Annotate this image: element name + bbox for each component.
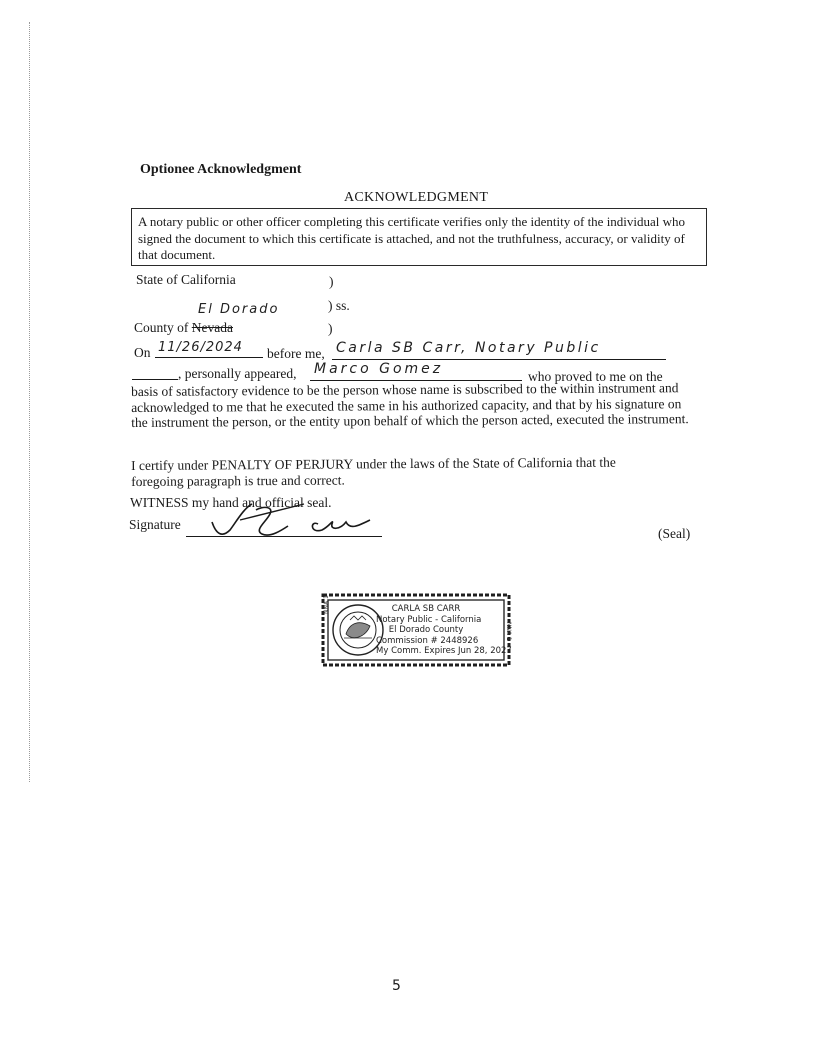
on-label: On bbox=[134, 345, 151, 360]
date-blank bbox=[155, 357, 263, 358]
stamp-county: El Dorado County bbox=[388, 625, 464, 635]
signature-label: Signature bbox=[129, 517, 181, 532]
stamp-side-text-right: NNA 1 bbox=[505, 622, 512, 641]
stamp-side-text-left: NNA 1 bbox=[323, 595, 330, 614]
handwritten-signature bbox=[200, 500, 380, 544]
appeared-blank bbox=[132, 379, 178, 380]
stamp-expires: My Comm. Expires Jun 28, 2027 bbox=[376, 646, 512, 656]
signer-handwritten: Marco Gomez bbox=[314, 361, 444, 377]
stamp-commission: Commission # 2448926 bbox=[376, 635, 479, 646]
notary-blank bbox=[332, 359, 666, 360]
perjury-paragraph: I certify under PENALTY OF PERJURY under the laws of the State of California that the foregoing paragraph is true and correct. bbox=[131, 454, 616, 489]
page-number: 5 bbox=[392, 978, 401, 994]
body-paragraph: basis of satisfactory evidence to be the person whose name is subscribed to the within instrument and acknowledged to me that he executed the same in his authorized capacity, and that by his signature on the instrument the person, or the entity upon behalf of which the person acted, executed the instrument. bbox=[131, 380, 689, 430]
stamp-name: CARLA SB CARR bbox=[391, 604, 461, 614]
county-struck: Nevada bbox=[191, 320, 233, 335]
notary-handwritten: Carla SB Carr, Notary Public bbox=[336, 340, 601, 356]
proved-label: who proved to me on the bbox=[528, 369, 663, 384]
personally-appeared-label: , personally appeared, bbox=[178, 366, 297, 381]
stamp-title: Notary Public - California bbox=[376, 614, 482, 625]
county-label: County of bbox=[134, 320, 189, 335]
state-paren: ) bbox=[329, 274, 334, 289]
state-label: State of California bbox=[136, 272, 236, 287]
seal-label: (Seal) bbox=[658, 526, 691, 541]
county-paren: ) bbox=[328, 321, 333, 336]
date-handwritten: 11/26/2024 bbox=[158, 340, 243, 355]
witness-line: WITNESS my hand and official seal. bbox=[130, 495, 332, 510]
acknowledgment-heading: ACKNOWLEDGMENT bbox=[344, 190, 489, 205]
left-margin-binding-line bbox=[29, 22, 31, 782]
county-line bbox=[134, 320, 233, 336]
notice-text: A notary public or other officer completing this certificate verifies only the identity of the individual who signed the document to which this certificate is attached, and not the truthfulness, accuracy, or validity of that document. bbox=[138, 214, 686, 262]
county-handwritten: El Dorado bbox=[198, 302, 280, 317]
before-me-label: before me, bbox=[267, 346, 325, 361]
ss-label: ) ss. bbox=[328, 298, 350, 313]
form-title: Optionee Acknowledgment bbox=[140, 162, 302, 177]
